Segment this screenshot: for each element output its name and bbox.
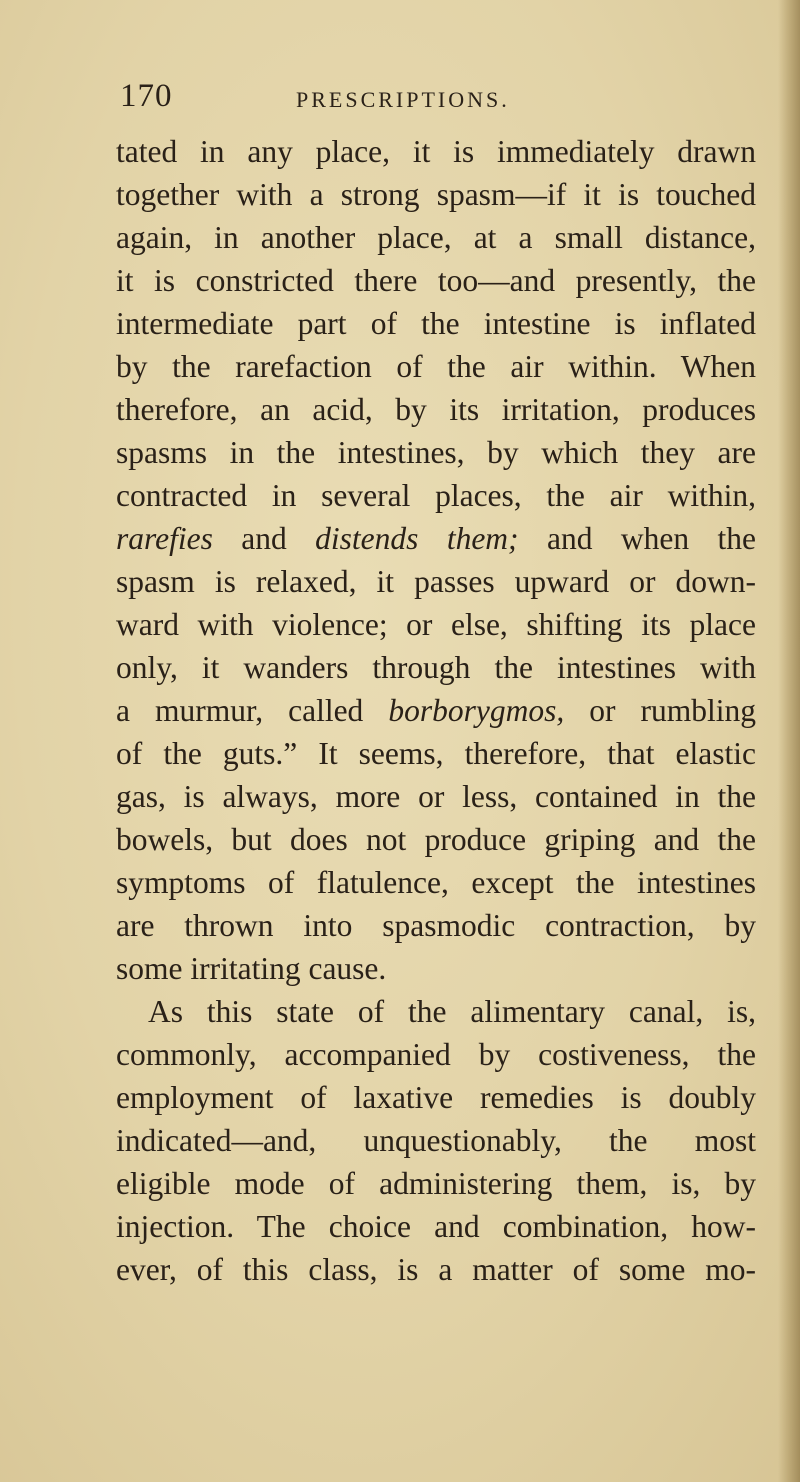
text-line: some irritating cause. <box>116 951 387 986</box>
text-line: gas, is always, more or less, contained in the <box>116 779 756 814</box>
text-line: spasms in the intestines, by which they are <box>116 435 756 470</box>
paragraph-start-line: As this state of the alimentary canal, is, <box>148 994 756 1029</box>
text-line-with-italics: rarefies and distends them; and when the <box>116 521 756 556</box>
page-edge-shadow <box>778 0 800 1482</box>
text-line: ward with violence; or else, shifting its place <box>116 607 756 642</box>
text-line: ever, of this class, is a matter of some mo- <box>116 1252 756 1287</box>
text-line: employment of laxative remedies is doubly <box>116 1080 756 1115</box>
text-line: intermediate part of the intestine is inflated <box>116 306 756 341</box>
text-line: injection. The choice and combination, how- <box>116 1209 756 1244</box>
text-line: contracted in several places, the air within, <box>116 478 756 513</box>
page-header <box>120 78 720 122</box>
text-line: tated in any place, it is immediately drawn <box>116 134 756 169</box>
text-line: by the rarefaction of the air within. When <box>116 349 756 384</box>
text-line: therefore, an acid, by its irritation, produces <box>116 392 756 427</box>
page-number: 170 <box>120 78 173 114</box>
text-line: indicated—and, unquestionably, the most <box>116 1123 756 1158</box>
text-line: only, it wanders through the intestines with <box>116 650 756 685</box>
text-line: symptoms of flatulence, except the intestines <box>116 865 756 900</box>
text-line: spasm is relaxed, it passes upward or down- <box>116 564 756 599</box>
italic-term: borborygmos, <box>388 693 565 728</box>
text-line-with-italics: a murmur, called borborygmos, or rumbling <box>116 693 756 728</box>
italic-term: distends them; <box>315 521 519 556</box>
text-line: again, in another place, at a small distance, <box>116 220 756 255</box>
text-line: of the guts.” It seems, therefore, that elastic <box>116 736 756 771</box>
italic-term: rarefies <box>116 521 213 556</box>
text-line: it is constricted there too—and presently, the <box>116 263 756 298</box>
text-line: are thrown into spasmodic contraction, by <box>116 908 756 943</box>
text-line: commonly, accompanied by costiveness, the <box>116 1037 756 1072</box>
text-line: bowels, but does not produce griping and the <box>116 822 756 857</box>
body-text <box>116 130 756 1291</box>
text-line: eligible mode of administering them, is, by <box>116 1166 756 1201</box>
text-line: together with a strong spasm—if it is touched <box>116 177 756 212</box>
running-head: PRESCRIPTIONS. <box>296 87 510 112</box>
